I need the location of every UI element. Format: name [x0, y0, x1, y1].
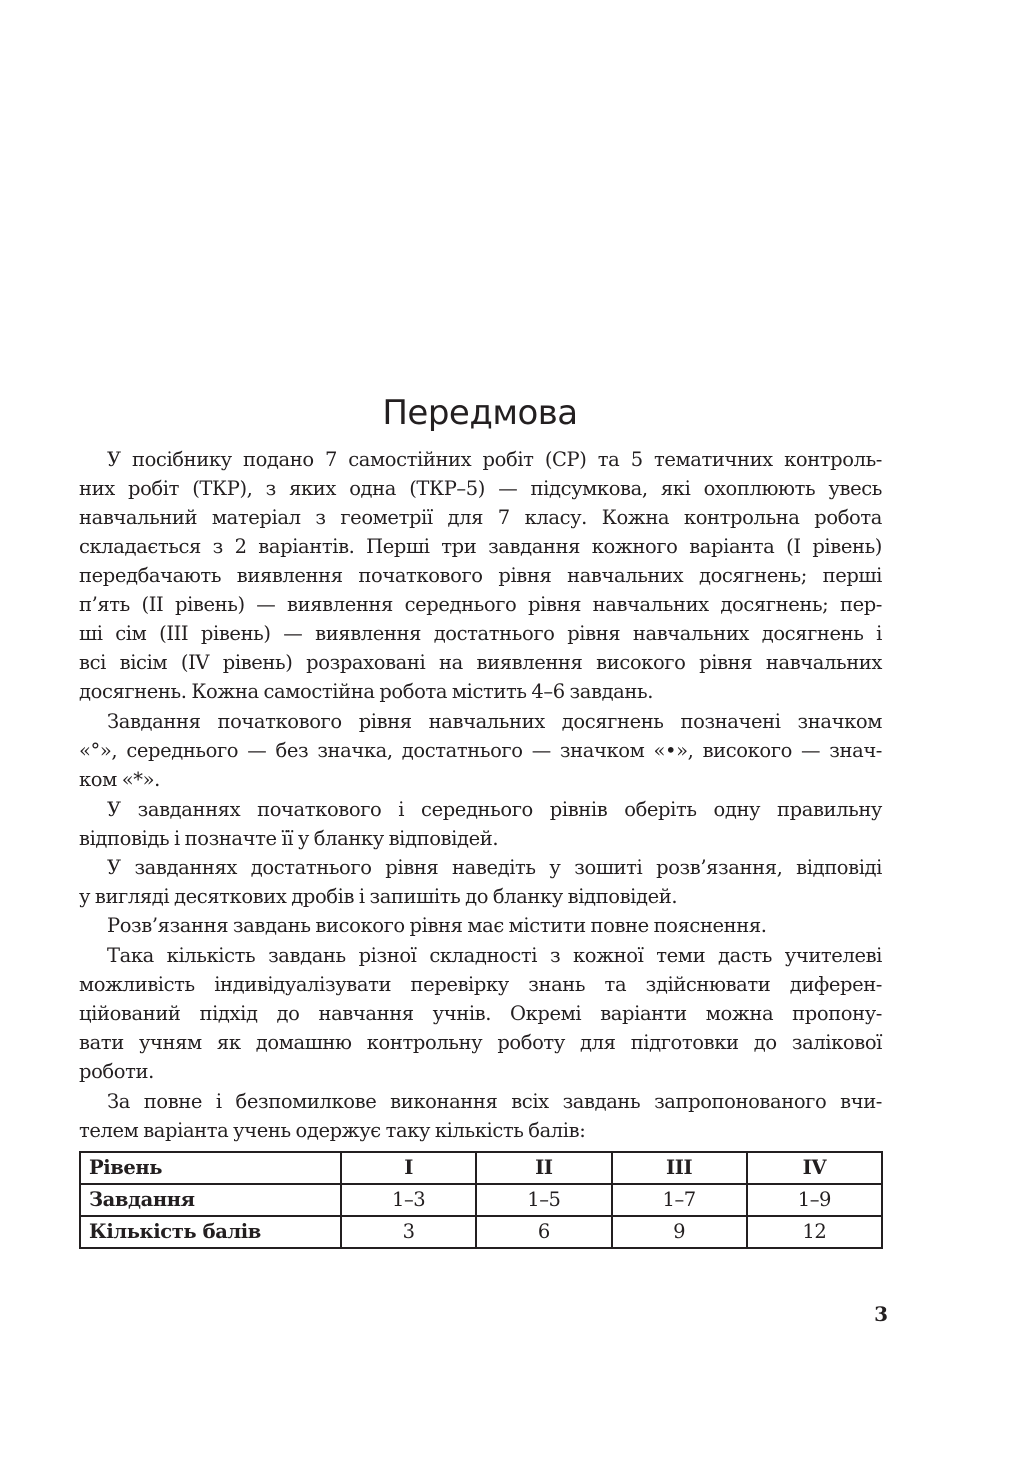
- text-line: У завданнях достатнього рівня наведіть у зошиті розв’язання, відповіді: [107, 856, 882, 879]
- table-cell: 1–9: [747, 1184, 882, 1216]
- text-line: відповідь і позначте її у бланку відповідей.: [79, 827, 499, 850]
- text-line: всі вісім (IV рівень) розраховані на виявлення високого рівня навчальних: [79, 651, 882, 674]
- text-line: У посібнику подано 7 самостійних робіт (СР) та 5 тематичних контроль-: [107, 448, 882, 471]
- text-line: п’ять (II рівень) — виявлення середнього рівня навчальних досягнень; пер-: [79, 593, 882, 616]
- table-cell: IV: [747, 1152, 882, 1184]
- text-line: «°», середнього — без значка, достатнього — значком «•», високого — знач-: [79, 739, 882, 762]
- page-title: Передмова: [382, 393, 578, 433]
- scores-table: [79, 1151, 883, 1249]
- text-line: досягнень. Кожна самостійна робота містить 4–6 завдань.: [79, 680, 654, 703]
- table-row: [80, 1184, 882, 1216]
- table-cell: 1–5: [476, 1184, 611, 1216]
- table-cell: 12: [747, 1216, 882, 1248]
- text-line: у вигляді десяткових дробів і запишіть до бланку відповідей.: [79, 885, 678, 908]
- text-line: навчальний матеріал з геометрії для 7 класу. Кожна контрольна робота: [79, 506, 882, 529]
- text-line: можливість індивідуалізувати перевірку знань та здійснювати диферен-: [79, 973, 882, 996]
- text-line: Завдання початкового рівня навчальних досягнень позначені значком: [107, 710, 882, 733]
- table-cell: II: [476, 1152, 611, 1184]
- text-line: передбачають виявлення початкового рівня навчальних досягнень; перші: [79, 564, 882, 587]
- text-line: телем варіанта учень одержує таку кількість балів:: [79, 1119, 586, 1142]
- text-line: вати учням як домашню контрольну роботу для підготовки до залікової: [79, 1031, 882, 1054]
- table-cell: 9: [612, 1216, 747, 1248]
- text-line: них робіт (ТКР), з яких одна (ТКР–5) — підсумкова, які охоплюють увесь: [79, 477, 882, 500]
- table-cell: I: [341, 1152, 476, 1184]
- table-cell: Кількість балів: [80, 1216, 341, 1248]
- table-cell: III: [612, 1152, 747, 1184]
- table-cell: 1–7: [612, 1184, 747, 1216]
- text-line: ші сім (III рівень) — виявлення достатнього рівня навчальних досягнень і: [79, 622, 882, 645]
- table-cell: 6: [476, 1216, 611, 1248]
- table-cell: 3: [341, 1216, 476, 1248]
- table-row: [80, 1216, 882, 1248]
- table-cell: Завдання: [80, 1184, 341, 1216]
- text-line: Розв’язання завдань високого рівня має містити повне пояснення.: [107, 914, 767, 937]
- text-line: ційований підхід до навчання учнів. Окремі варіанти можна пропону-: [79, 1002, 882, 1025]
- text-line: Така кількість завдань різної складності з кожної теми дасть учителеві: [107, 944, 882, 967]
- table-row: [80, 1152, 882, 1184]
- text-line: За повне і безпомилкове виконання всіх завдань запропонованого вчи-: [107, 1090, 882, 1113]
- table-cell: 1–3: [341, 1184, 476, 1216]
- page-number: 3: [874, 1302, 888, 1326]
- text-line: роботи.: [79, 1060, 154, 1083]
- text-line: ком «*».: [79, 768, 160, 791]
- text-line: У завданнях початкового і середнього рівнів оберіть одну правильну: [107, 798, 882, 821]
- text-line: складається з 2 варіантів. Перші три завдання кожного варіанта (I рівень): [79, 535, 882, 558]
- table-cell: Рівень: [80, 1152, 341, 1184]
